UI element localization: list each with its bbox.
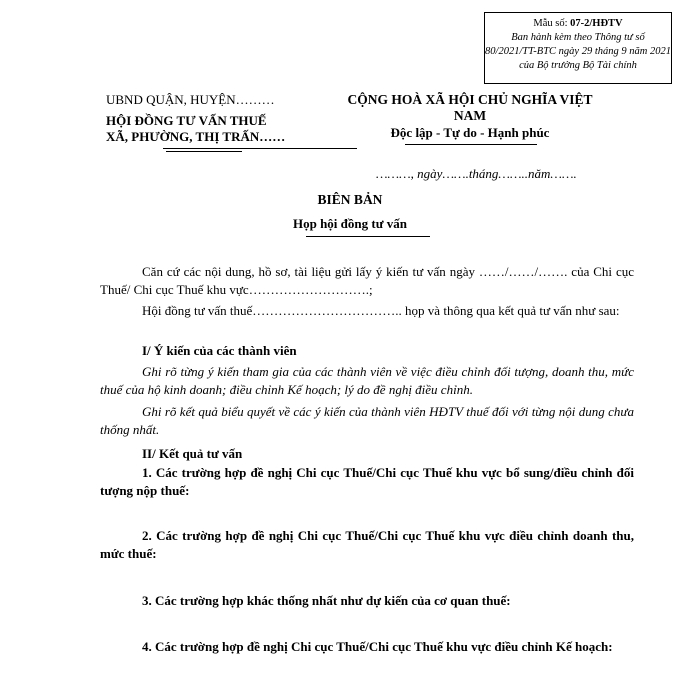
members-opinion-note: Ghi rõ từng ý kiến tham gia của các thành viên về việc điều chỉnh đối tượng, doanh thu, mức thuế của hộ kinh doanh; điều chỉnh Kế hoạch; lý do đề nghị điều chỉnh. <box>100 364 634 397</box>
result-item-4: 4. Các trường hợp đề nghị Chi cục Thuế/Chi cục Thuế khu vực điều chỉnh Kế hoạch: <box>142 639 613 654</box>
national-title: CỘNG HOÀ XÃ HỘI CHỦ NGHĨA VIỆT NAM <box>347 92 593 123</box>
section-2-heading: II/ Kết quả tư vấn <box>142 446 243 461</box>
voting-result-note: Ghi rõ kết quả biểu quyết về các ý kiến của thành viên HĐTV thuế đối với từng nội dung chưa thống nhất. <box>100 404 634 437</box>
form-code-box <box>484 12 672 84</box>
result-item-1: 1. Các trường hợp đề nghị Chi cục Thuế/Chi cục Thuế khu vực bổ sung/điều chỉnh đối tượng nộp thuế: <box>100 465 634 498</box>
result-item-2: 2. Các trường hợp đề nghị Chi cục Thuế/Chi cục Thuế khu vực điều chỉnh doanh thu, mức thuế: <box>100 528 634 561</box>
subtitle-underline <box>306 236 430 237</box>
form-code-value: 07-2/HĐTV <box>570 18 623 29</box>
council-name <box>106 113 285 145</box>
motto-underline <box>405 144 537 145</box>
council-name-line1: HỘI ĐỒNG TƯ VẤN THUẾ <box>106 113 267 128</box>
council-paragraph: Hội đồng tư vấn thuế…………………………….. họp và thông qua kết quả tư vấn như sau: <box>142 303 620 318</box>
district-agency: UBND QUẬN, HUYỆN……… <box>106 92 275 107</box>
left-header-underline-short <box>166 151 242 152</box>
result-item-3: 3. Các trường hợp khác thống nhất như dự kiến của cơ quan thuế: <box>142 593 511 608</box>
basis-paragraph: Căn cứ các nội dung, hồ sơ, tài liệu gửi lấy ý kiến tư vấn ngày ……/……/……. của Chi cục Thuế/ Chi cục Thuế khu vực……………………….; <box>100 264 634 297</box>
document-subtitle: Họp hội đồng tư vấn <box>292 216 407 231</box>
document-title: BIÊN BẢN <box>317 192 383 207</box>
form-issuance-note: Ban hành kèm theo Thông tư số 80/2021/TT-BTC ngày 29 tháng 9 năm 2021 của Bộ trưởng Bộ Tài chính <box>485 32 671 71</box>
national-motto: Độc lập - Tự do - Hạnh phúc <box>390 125 550 140</box>
left-header-underline <box>163 148 357 149</box>
section-1-heading: I/ Ý kiến của các thành viên <box>142 343 297 358</box>
date-line: ………, ngày…….tháng……..năm……. <box>376 166 577 181</box>
form-code <box>485 17 671 31</box>
council-name-line2: XÃ, PHƯỜNG, THỊ TRẤN…… <box>106 129 286 144</box>
form-code-label: Mẫu số: <box>533 18 571 29</box>
